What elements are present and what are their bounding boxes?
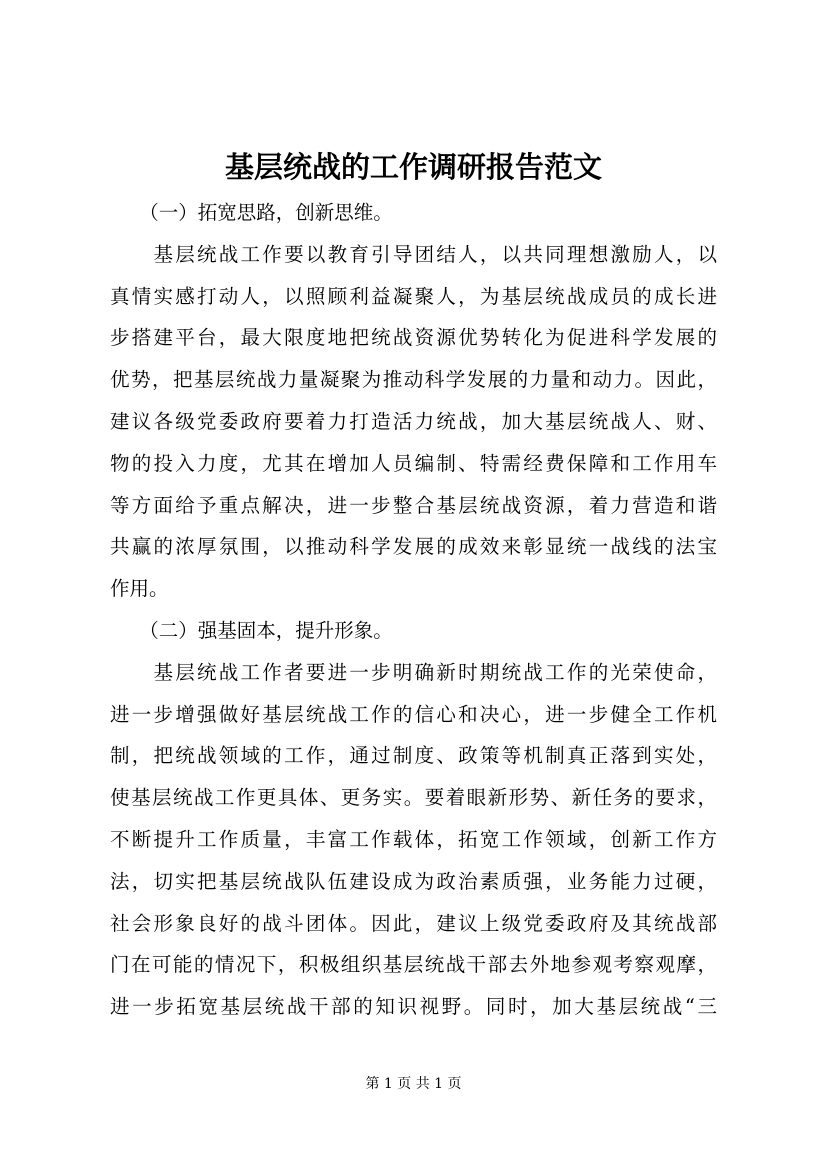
paragraph-line: 基层统战工作要以教育引导团结人，以共同理想激励人，以 xyxy=(110,242,717,266)
paragraph-line: 基层统战工作者要进一步明确新时期统战工作的光荣使命， xyxy=(110,660,717,684)
paragraph-line: 建议各级党委政府要着力打造活力统战，加大基层统战人、财、 xyxy=(110,409,717,433)
paragraph-line: 社会形象良好的战斗团体。因此，建议上级党委政府及其统战部 xyxy=(110,911,717,935)
document-title: 基层统战的工作调研报告范文 xyxy=(224,150,602,184)
paragraph-line: 物的投入力度，尤其在增加人员编制、特需经费保障和工作用车 xyxy=(110,451,717,475)
section-heading-2: （二）强基固本，提升形象。 xyxy=(110,618,393,642)
paragraph-line: 进一步增强做好基层统战工作的信心和决心，进一步健全工作机 xyxy=(110,702,717,726)
paragraph-line: 使基层统战工作更具体、更务实。要着眼新形势、新任务的要求， xyxy=(110,786,717,810)
paragraph-line: 步搭建平台，最大限度地把统战资源优势转化为促进科学发展的 xyxy=(110,326,717,350)
paragraph-line: 门在可能的情况下，积极组织基层统战干部去外地参观考察观摩， xyxy=(110,953,717,977)
paragraph-line: 作用。 xyxy=(110,577,169,601)
paragraph-line: 等方面给予重点解决，进一步整合基层统战资源，着力营造和谐 xyxy=(110,493,717,517)
paragraph-line: 法，切实把基层统战队伍建设成为政治素质强，业务能力过硬， xyxy=(110,869,717,893)
paragraph-line: 真情实感打动人，以照顾利益凝聚人，为基层统战成员的成长进 xyxy=(110,284,717,308)
paragraph-line: 制，把统战领域的工作，通过制度、政策等机制真正落到实处， xyxy=(110,744,717,768)
document-body xyxy=(110,192,717,1028)
paragraph-line: 不断提升工作质量，丰富工作载体，拓宽工作领域，创新工作方 xyxy=(110,827,717,851)
page-number-footer: 第 1 页 共 1 页 xyxy=(365,1076,462,1092)
section-heading-1: （一）拓宽思路，创新思维。 xyxy=(110,201,393,224)
paragraph-line: 进一步拓宽基层统战干部的知识视野。同时，加大基层统战“三 xyxy=(110,995,717,1019)
paragraph-line: 优势，把基层统战力量凝聚为推动科学发展的力量和动力。因此， xyxy=(110,368,717,392)
paragraph-line: 共赢的浓厚氛围，以推动科学发展的成效来彰显统一战线的法宝 xyxy=(110,535,717,559)
